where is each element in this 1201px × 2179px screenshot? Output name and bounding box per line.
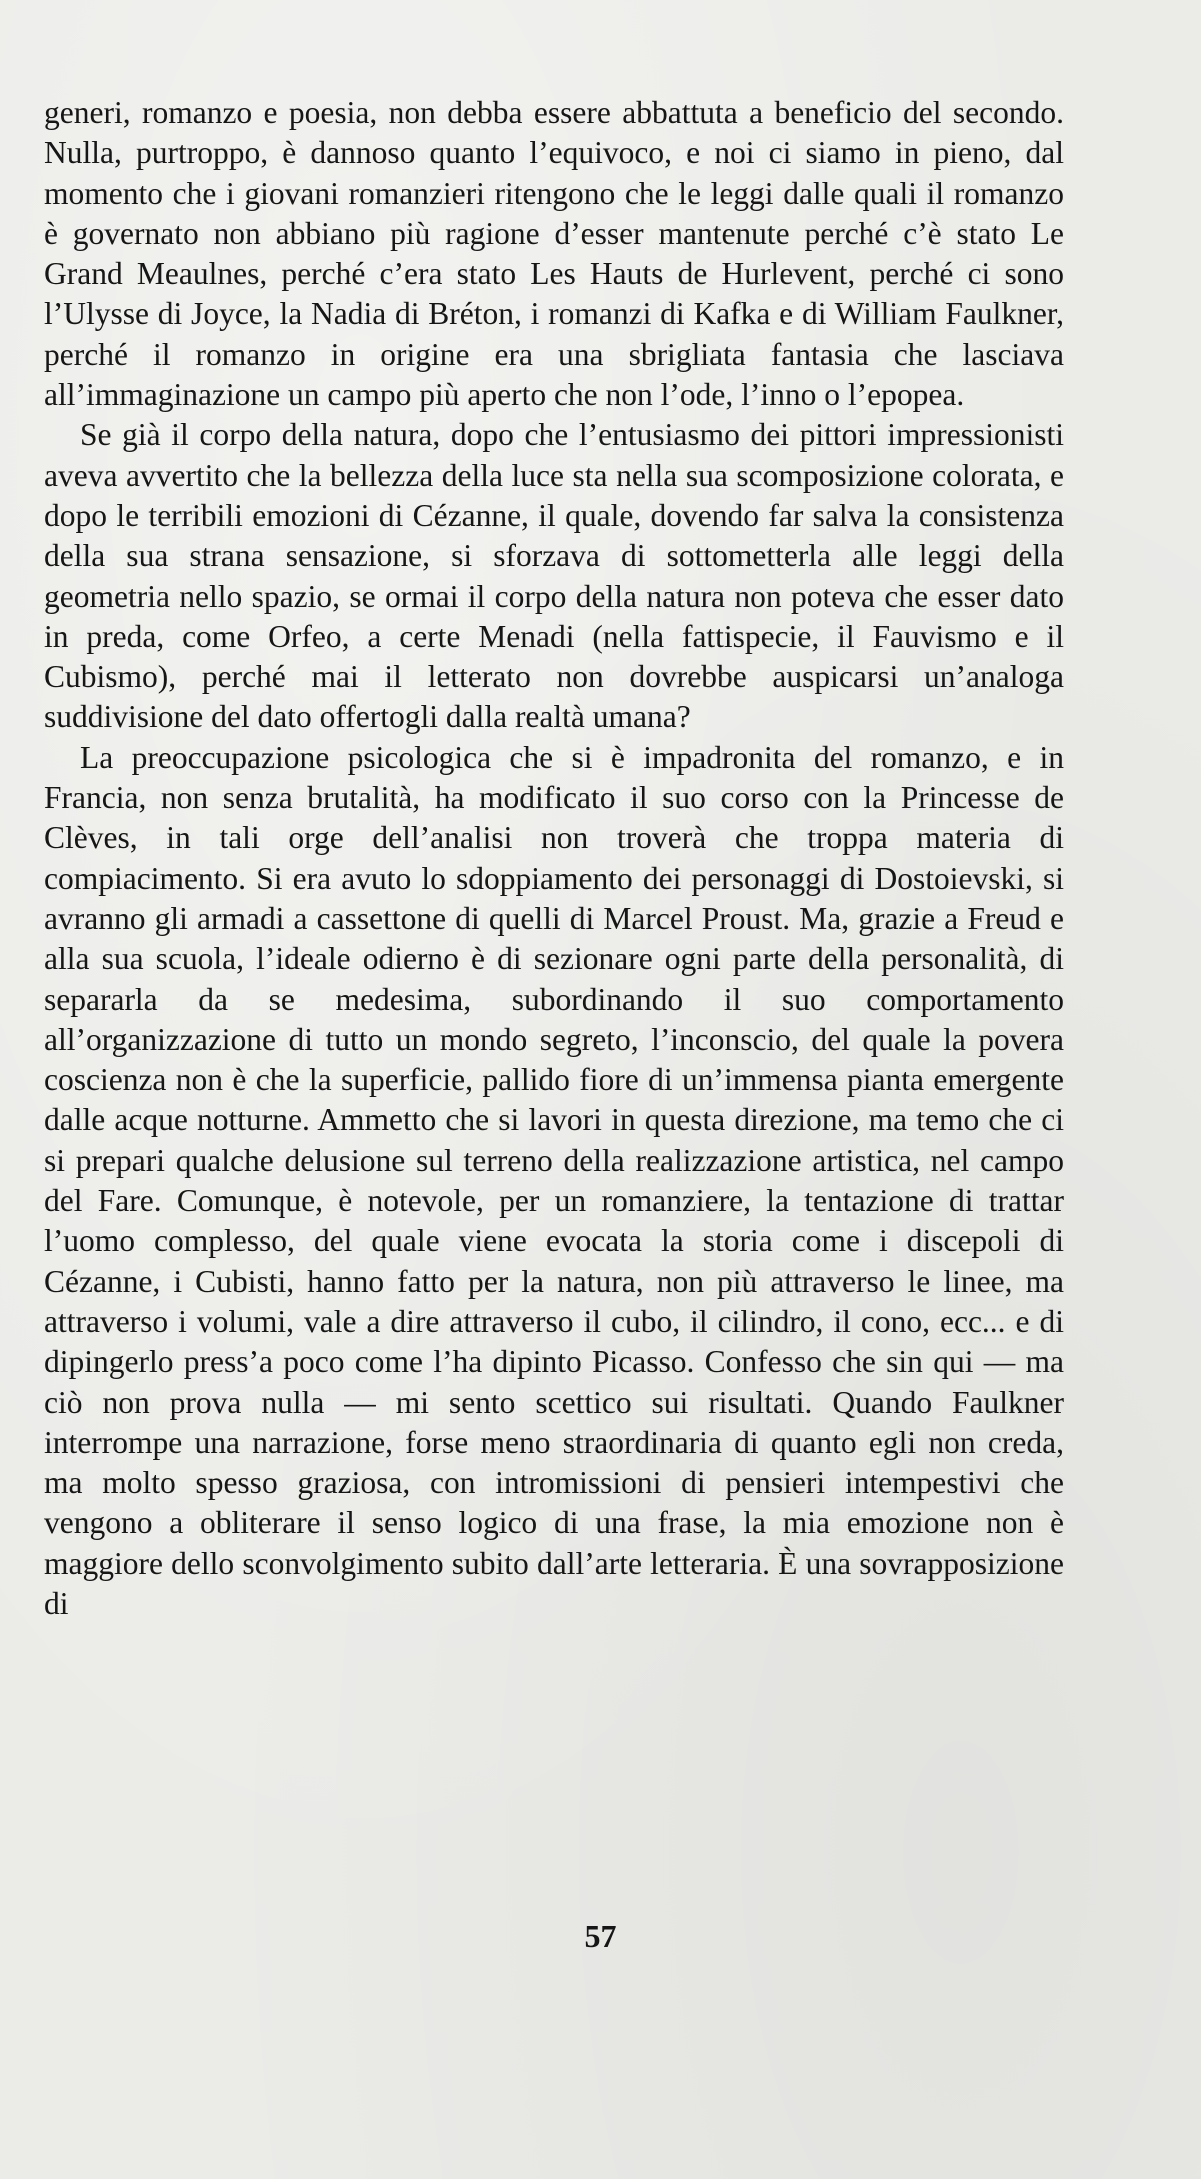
- paragraph-3: La preoccupazione psicologica che si è impadronita del romanzo, e in Francia, non senza brutalità, ha modificato il suo corso con la Princesse de Clèves, in tali orge dell’analisi non troverà che troppa materia di compiacimento. Si era avuto lo sdoppiamento dei personaggi di Dostoievski, si avranno gli armadi a cassettone di quelli di Marcel Proust. Ma, grazie a Freud e alla sua scuola, l’ideale odierno è di sezionare ogni parte della personalità, di separarla da se medesima, subordinando il suo comportamento all’organizzazione di tutto un mondo segreto, l’inconscio, del quale la povera coscienza non è che la superficie, pallido fiore di un’immensa pianta emergente dalle acque notturne. Ammetto che si lavori in questa direzione, ma temo che ci si prepari qualche delusione sul terreno della realizzazione artistica, nel campo del Fare. Comunque, è notevole, per un romanziere, la tentazione di trattar l’uomo complesso, del quale viene evocata la storia come i discepoli di Cézanne, i Cubisti, hanno fatto per la natura, non più attraverso le linee, ma attraverso i volumi, vale a dire attraverso il cubo, il cilindro, il cono, ecc... e di dipingerlo press’a poco come l’ha dipinto Picasso. Confesso che sin qui — ma ciò non prova nulla — mi sento scettico sui risultati. Quando Faulkner interrompe una narrazione, forse meno straordinaria di quanto egli non creda, ma molto spesso graziosa, con intromissioni di pensieri intempestivi che vengono a obliterare il senso logico di una frase, la mia emozione non è maggiore dello sconvolgimento subito dall’arte letteraria. È una sovrapposizione di: [44, 739, 1064, 1621]
- body-text: [44, 93, 1064, 1624]
- paragraph-1: generi, romanzo e poesia, non debba essere abbattuta a beneficio del secondo. Nulla, purtroppo, è dannoso quanto l’equivoco, e noi ci siamo in pieno, dal momento che i giovani romanzieri ritengono che le leggi dalle quali il romanzo è governato non abbiano più ragione d’esser mantenute perché c’è stato Le Grand Meaulnes, perché c’era stato Les Hauts de Hurlevent, perché ci sono l’Ulysse di Joyce, la Nadia di Bréton, i romanzi di Kafka e di William Faulkner, perché il romanzo in origine era una sbrigliata fantasia che lasciava all’immaginazione un campo più aperto che non l’ode, l’inno o l’epopea.: [44, 95, 1064, 413]
- paragraph-2: Se già il corpo della natura, dopo che l’entusiasmo dei pittori impressionisti aveva avvertito che la bellezza della luce sta nella sua scomposizione colorata, e dopo le terribili emozioni di Cézanne, il quale, dovendo far salva la consistenza della sua strana sensazione, si sforzava di sottometterla alle leggi della geometria nello spazio, se ormai il corpo della natura non poteva che esser dato in preda, come Orfeo, a certe Menadi (nella fattispecie, il Fauvismo e il Cubismo), perché mai il letterato non dovrebbe auspicarsi un’analoga suddivisione del dato offertogli dalla realtà umana?: [44, 417, 1064, 735]
- page-number: 57: [584, 1918, 617, 1954]
